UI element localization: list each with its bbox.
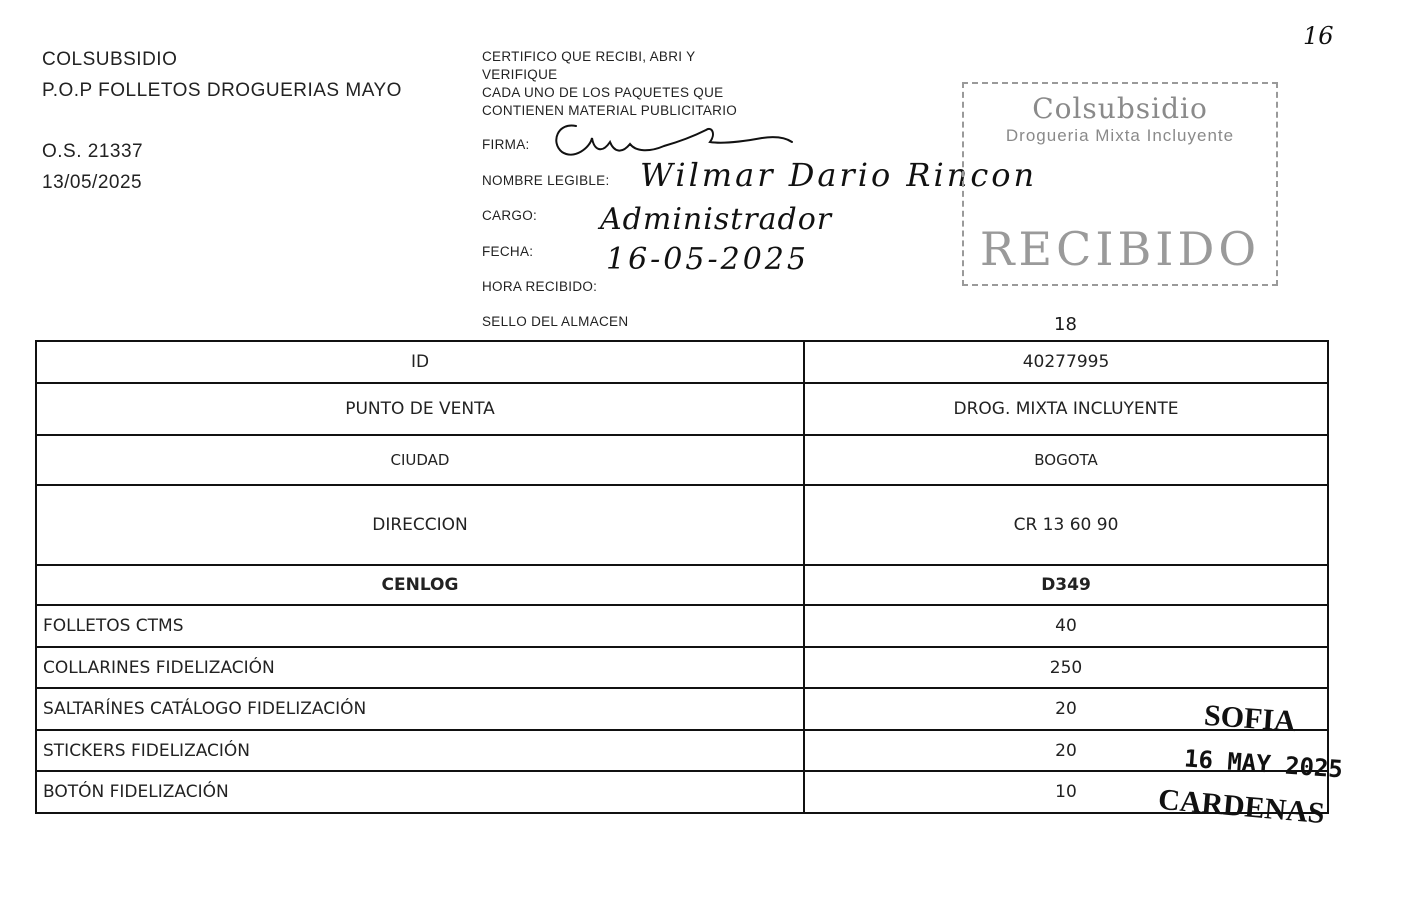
stamp-company: Colsubsidio	[1032, 92, 1208, 125]
fecha-label: FECHA:	[482, 244, 534, 259]
row-label: CENLOG	[36, 565, 804, 605]
row-label: DIRECCION	[36, 485, 804, 565]
item-label: FOLLETOS CTMS	[36, 605, 804, 647]
campaign-title: P.O.P FOLLETOS DROGUERIAS MAYO	[42, 80, 402, 101]
table-row	[36, 730, 1328, 771]
row-label: PUNTO DE VENTA	[36, 383, 804, 435]
stamp-received: RECIBIDO	[979, 222, 1261, 276]
statement-line: CADA UNO DE LOS PAQUETES QUE	[482, 85, 724, 100]
table-row	[36, 688, 1328, 730]
received-stamp	[962, 82, 1278, 286]
table-row	[36, 605, 1328, 647]
item-label: COLLARINES FIDELIZACIÓN	[36, 647, 804, 688]
header-date: 13/05/2025	[42, 172, 143, 193]
item-quantity: 20	[804, 688, 1328, 730]
row-value: CR 13 60 90	[804, 485, 1328, 565]
row-value: 40277995	[804, 341, 1328, 383]
cargo-label: CARGO:	[482, 208, 538, 223]
receipt-table	[35, 340, 1329, 814]
row-label: CIUDAD	[36, 435, 804, 485]
item-label: BOTÓN FIDELIZACIÓN	[36, 771, 804, 813]
date-stamp-name-top: SOFIA	[1202, 698, 1297, 739]
nombre-label: NOMBRE LEGIBLE:	[482, 173, 610, 188]
sello-label: SELLO DEL ALMACEN	[482, 314, 629, 329]
table-row	[36, 341, 1328, 383]
item-label: SALTARÍNES CATÁLOGO FIDELIZACIÓN	[36, 688, 804, 730]
hora-label: HORA RECIBIDO:	[482, 279, 598, 294]
order-number: O.S. 21337	[42, 141, 144, 162]
statement-line: VERIFIQUE	[482, 67, 558, 82]
table-row	[36, 435, 1328, 485]
row-value: D349	[804, 565, 1328, 605]
table-row	[36, 565, 1328, 605]
date-stamp-date: 16 MAY 2025	[1183, 744, 1344, 784]
table-row	[36, 647, 1328, 688]
firma-label: FIRMA:	[482, 137, 530, 152]
item-quantity: 250	[804, 647, 1328, 688]
page-number: 16	[1303, 22, 1334, 50]
date-stamp-name-bottom: CARDENAS	[1156, 782, 1326, 831]
certification-statement	[482, 48, 782, 120]
item-label: STICKERS FIDELIZACIÓN	[36, 730, 804, 771]
item-quantity: 20	[804, 730, 1328, 771]
stamp-store: Drogueria Mixta Incluyente	[1005, 126, 1235, 145]
row-label: ID	[36, 341, 804, 383]
company-name: COLSUBSIDIO	[42, 49, 178, 70]
table-row	[36, 383, 1328, 435]
document-header	[42, 44, 402, 198]
statement-line: CERTIFICO QUE RECIBI, ABRI Y	[482, 49, 696, 64]
row-value: BOGOTA	[804, 435, 1328, 485]
table-row	[36, 771, 1328, 813]
handwritten-name: Wilmar Dario Rincon	[640, 156, 1038, 194]
handwritten-cargo: Administrador	[600, 202, 833, 237]
item-quantity: 40	[804, 605, 1328, 647]
box-count: 18	[1054, 314, 1077, 335]
handwritten-date: 16-05-2025	[606, 242, 809, 277]
item-quantity: 10	[804, 771, 1328, 813]
table-row	[36, 485, 1328, 565]
row-value: DROG. MIXTA INCLUYENTE	[804, 383, 1328, 435]
statement-line: CONTIENEN MATERIAL PUBLICITARIO	[482, 103, 738, 118]
